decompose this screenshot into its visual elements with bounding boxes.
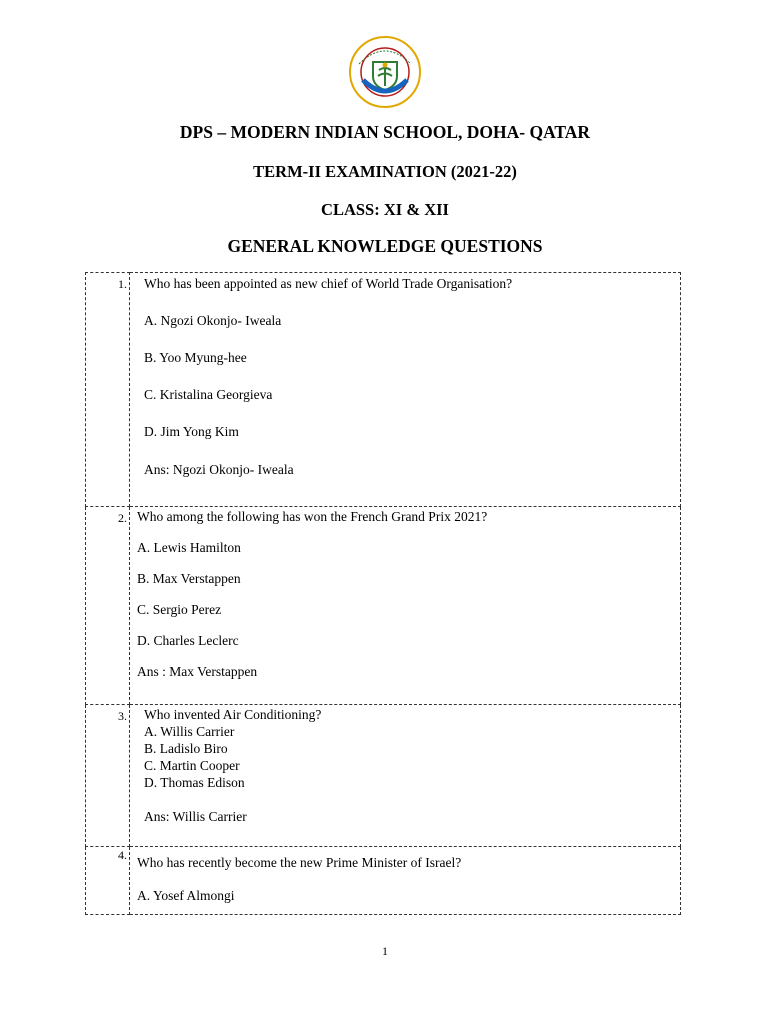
question-number: 4.: [86, 847, 130, 915]
option-d: D. Charles Leclerc: [137, 633, 239, 648]
question-text: Who has been appointed as new chief of World Trade Organisation?: [144, 276, 513, 291]
question-row: [86, 273, 681, 507]
question-cell: [130, 705, 681, 847]
question-row: [86, 705, 681, 847]
question-number: 2.: [86, 507, 130, 705]
option-c: C. Martin Cooper: [144, 758, 240, 773]
question-cell: [130, 847, 681, 915]
option-c: C. Kristalina Georgieva: [144, 387, 273, 402]
answer-text: Ans: Willis Carrier: [144, 809, 247, 824]
school-name: DPS – MODERN INDIAN SCHOOL, DOHA- QATAR: [179, 122, 591, 142]
option-b: B. Yoo Myung-hee: [144, 350, 247, 365]
question-cell: [130, 273, 681, 507]
option-a: A. Lewis Hamilton: [137, 540, 241, 555]
question-number: 3.: [86, 705, 130, 847]
answer-text: Ans : Max Verstappen: [137, 664, 258, 679]
question-row: [86, 507, 681, 705]
questions-table: [85, 272, 681, 915]
exam-title: TERM-II EXAMINATION (2021-22): [253, 162, 517, 181]
subject-title: GENERAL KNOWLEDGE QUESTIONS: [227, 236, 543, 256]
school-logo: [349, 36, 421, 108]
option-a: A. Ngozi Okonjo- Iweala: [144, 313, 282, 328]
option-d: D. Jim Yong Kim: [144, 424, 239, 439]
question-text: Who has recently become the new Prime Minister of Israel?: [137, 855, 462, 870]
question-text: Who invented Air Conditioning?: [144, 707, 322, 722]
option-a: A. Willis Carrier: [144, 724, 235, 739]
question-text: Who among the following has won the French Grand Prix 2021?: [137, 509, 488, 524]
question-number: 1.: [86, 273, 130, 507]
question-cell: [130, 507, 681, 705]
option-d: D. Thomas Edison: [144, 775, 245, 790]
question-row: [86, 847, 681, 915]
page-number: 1: [382, 944, 388, 958]
option-a: A. Yosef Almongi: [137, 888, 235, 903]
option-c: C. Sergio Perez: [137, 602, 222, 617]
option-b: B. Max Verstappen: [137, 571, 241, 586]
answer-text: Ans: Ngozi Okonjo- Iweala: [144, 462, 294, 477]
class-title: CLASS: XI & XII: [321, 200, 449, 219]
option-b: B. Ladislo Biro: [144, 741, 228, 756]
